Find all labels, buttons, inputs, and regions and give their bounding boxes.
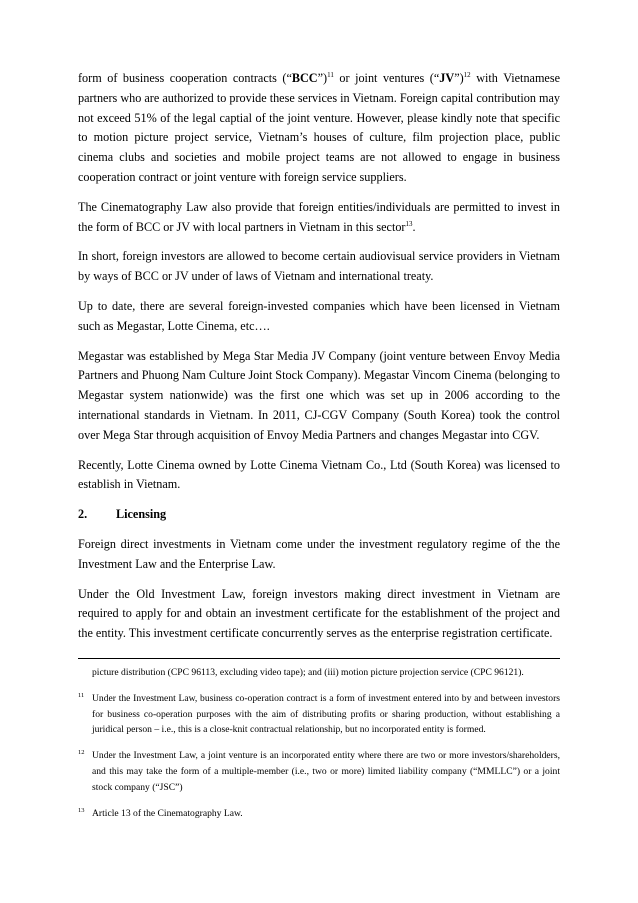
- footnote-separator: [78, 658, 560, 659]
- text-run: The Cinematography Law also provide that foreign entities/individuals are permitted to invest in the form of BCC or JV with local partners in Vietnam in this sector: [78, 199, 560, 234]
- footnote-text: Article 13 of the Cinematography Law.: [92, 807, 243, 819]
- text-run: ”): [317, 71, 328, 85]
- footnotes: [78, 665, 560, 821]
- section-number: 2.: [78, 507, 88, 522]
- paragraph-megastar: Megastar was established by Mega Star Media JV Company (joint venture between Envoy Media Partners and Phuong Nam Culture Joint Stock Company). Megastar Vincom Cinema (belonging to Megastar system nationwide) was the first one which was set up in 2006 according to the international standards in Vietnam. In 2011, CJ-CGV Company (South Korea) took the control over Mega Star through acquisition of Envoy Media Partners and changes Megastar into CGV.: [78, 348, 560, 442]
- text-run: with Vietnamese partners who are authorized to provide these services in Vietnam. Foreign capital contribution may not exceed 51% of the legal captial of the joint venture. However, please kindly note that specific to motion picture project service, Vietnam’s houses of culture, film projection place, public cinema clubs and societies and mobile project teams are not allowed to engage in business cooperation contract or joint venture with foreign service suppliers.: [78, 71, 560, 184]
- footnote-text: Under the Investment Law, a joint venture is an incorporated entity where there are two or more investors/shareholders, and this may take the form of a multiple-member (i.e., two or more) limited liability company (“MMLLC”) or a joint stock company (“JSC”): [92, 750, 560, 793]
- paragraph-in-short: In short, foreign investors are allowed to become certain audiovisual service providers in Vietnam by ways of BCC or JV under of laws of Vietnam and international treaty.: [78, 249, 560, 284]
- text-run: .: [412, 219, 416, 234]
- text-run: ”): [454, 71, 464, 85]
- paragraph-up-to-date: Up to date, there are several foreign-invested companies which have been licensed in Vietnam such as Megastar, Lotte Cinema, etc….: [78, 298, 560, 333]
- paragraph-fdi: Foreign direct investments in Vietnam come under the investment regulatory regime of the the Investment Law and the Enterprise Law.: [78, 536, 560, 571]
- paragraph-bcc-jv: [78, 69, 560, 188]
- paragraph-old-investment-law: Under the Old Investment Law, foreign investors making direct investment in Vietnam are required to apply for and obtain an investment certificate for the establishment of the project and the entity. This investment certificate concurrently serves as the enterprise registration certificate.: [78, 586, 560, 641]
- term-bcc: BCC: [291, 71, 318, 85]
- text-run: or joint ventures (“: [333, 71, 440, 85]
- paragraph-cinematography-law: [78, 198, 560, 238]
- footnote-ref-11[interactable]: 11: [327, 71, 334, 80]
- footnote-ref-13[interactable]: 13: [405, 219, 413, 228]
- footnote-mark: 11: [78, 691, 85, 699]
- footnote-text: Under the Investment Law, business co-operation contract is a form of investment entered into by and between investors for business co-operation purposes with the aim of distributing profits or sharing production, without establishing a juridical person – i.e., this is a close-knit contractual relationship, but no incorporated entity is formed.: [92, 692, 560, 736]
- term-jv: JV: [439, 71, 455, 85]
- footnote-mark: 13: [78, 806, 85, 814]
- section-heading-licensing: [78, 505, 560, 525]
- document-page: [78, 69, 560, 831]
- section-title: Licensing: [116, 507, 167, 522]
- footnote-13: [78, 806, 560, 822]
- footnote-mark: 12: [78, 749, 85, 757]
- paragraph-lotte: Recently, Lotte Cinema owned by Lotte Cinema Vietnam Co., Ltd (South Korea) was licensed to establish in Vietnam.: [78, 457, 560, 492]
- footnote-11: [78, 691, 560, 738]
- footnote-ref-12[interactable]: 12: [463, 71, 471, 80]
- footnote-continuation: picture distribution (CPC 96113, excluding video tape); and (iii) motion picture projection service (CPC 96121).: [92, 666, 524, 678]
- footnote-12: [78, 748, 560, 795]
- text-run: form of business cooperation contracts (“: [78, 71, 292, 85]
